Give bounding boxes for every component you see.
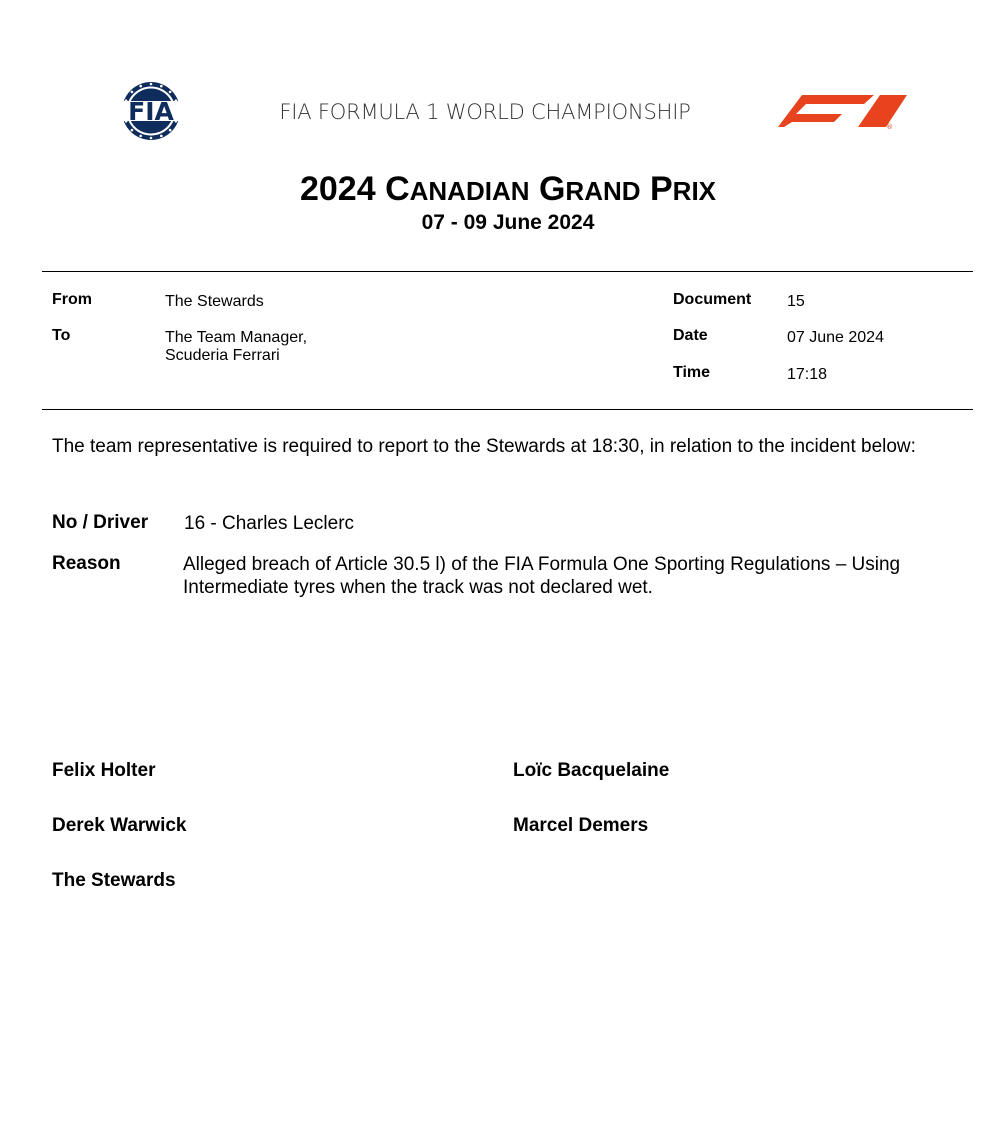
stewards-signoff: The Stewards bbox=[52, 870, 176, 891]
fia-logo bbox=[106, 80, 196, 142]
divider-bottom bbox=[42, 409, 973, 410]
title-smallcaps: ANADIAN bbox=[409, 176, 530, 206]
f1-logo-icon bbox=[776, 92, 910, 130]
driver-label: No / Driver bbox=[52, 512, 149, 533]
steward-name: Felix Holter bbox=[52, 760, 156, 781]
document-label: Document bbox=[673, 291, 752, 308]
steward-name: Loïc Bacquelaine bbox=[513, 760, 670, 781]
divider-top bbox=[42, 271, 973, 272]
date-label: Date bbox=[673, 327, 708, 344]
from-value: The Stewards bbox=[165, 293, 264, 310]
reason-label: Reason bbox=[52, 553, 121, 574]
steward-name: Marcel Demers bbox=[513, 815, 649, 836]
to-label: To bbox=[52, 327, 71, 344]
steward-name: Derek Warwick bbox=[52, 815, 187, 836]
event-dates: 07 - 09 June 2024 bbox=[421, 211, 595, 234]
from-label: From bbox=[52, 291, 92, 308]
to-value-line2: Scuderia Ferrari bbox=[165, 347, 280, 364]
svg-text:®: ® bbox=[886, 123, 893, 130]
title-cap: C bbox=[385, 170, 410, 208]
fia-logo-icon bbox=[106, 80, 196, 142]
fia-logo-text: FIA bbox=[128, 97, 174, 126]
document-value: 15 bbox=[787, 293, 805, 310]
time-value: 17:18 bbox=[787, 366, 828, 383]
f1-logo bbox=[776, 92, 910, 130]
time-label: Time bbox=[673, 364, 711, 381]
summons-text: The team representative is required to report to the Stewards at 18:30, in relation to the incident below: bbox=[52, 436, 916, 457]
title-smallcaps: RAND bbox=[565, 176, 641, 206]
to-value-line1: The Team Manager, bbox=[165, 329, 308, 346]
reason-value: Alleged breach of Article 30.5 l) of the FIA Formula One Sporting Regulations – Using Intermediate tyres when the track was not declared wet. bbox=[183, 554, 901, 598]
date-value: 07 June 2024 bbox=[787, 329, 884, 346]
driver-value: 16 - Charles Leclerc bbox=[184, 513, 355, 534]
championship-name: FIA FORMULA 1 WORLD CHAMPIONSHIP bbox=[279, 100, 691, 124]
event-title bbox=[0, 170, 990, 209]
title-cap: G bbox=[538, 170, 566, 208]
title-smallcaps: RIX bbox=[672, 176, 717, 206]
title-year: 2024 bbox=[299, 170, 376, 208]
title-cap: P bbox=[649, 170, 673, 208]
